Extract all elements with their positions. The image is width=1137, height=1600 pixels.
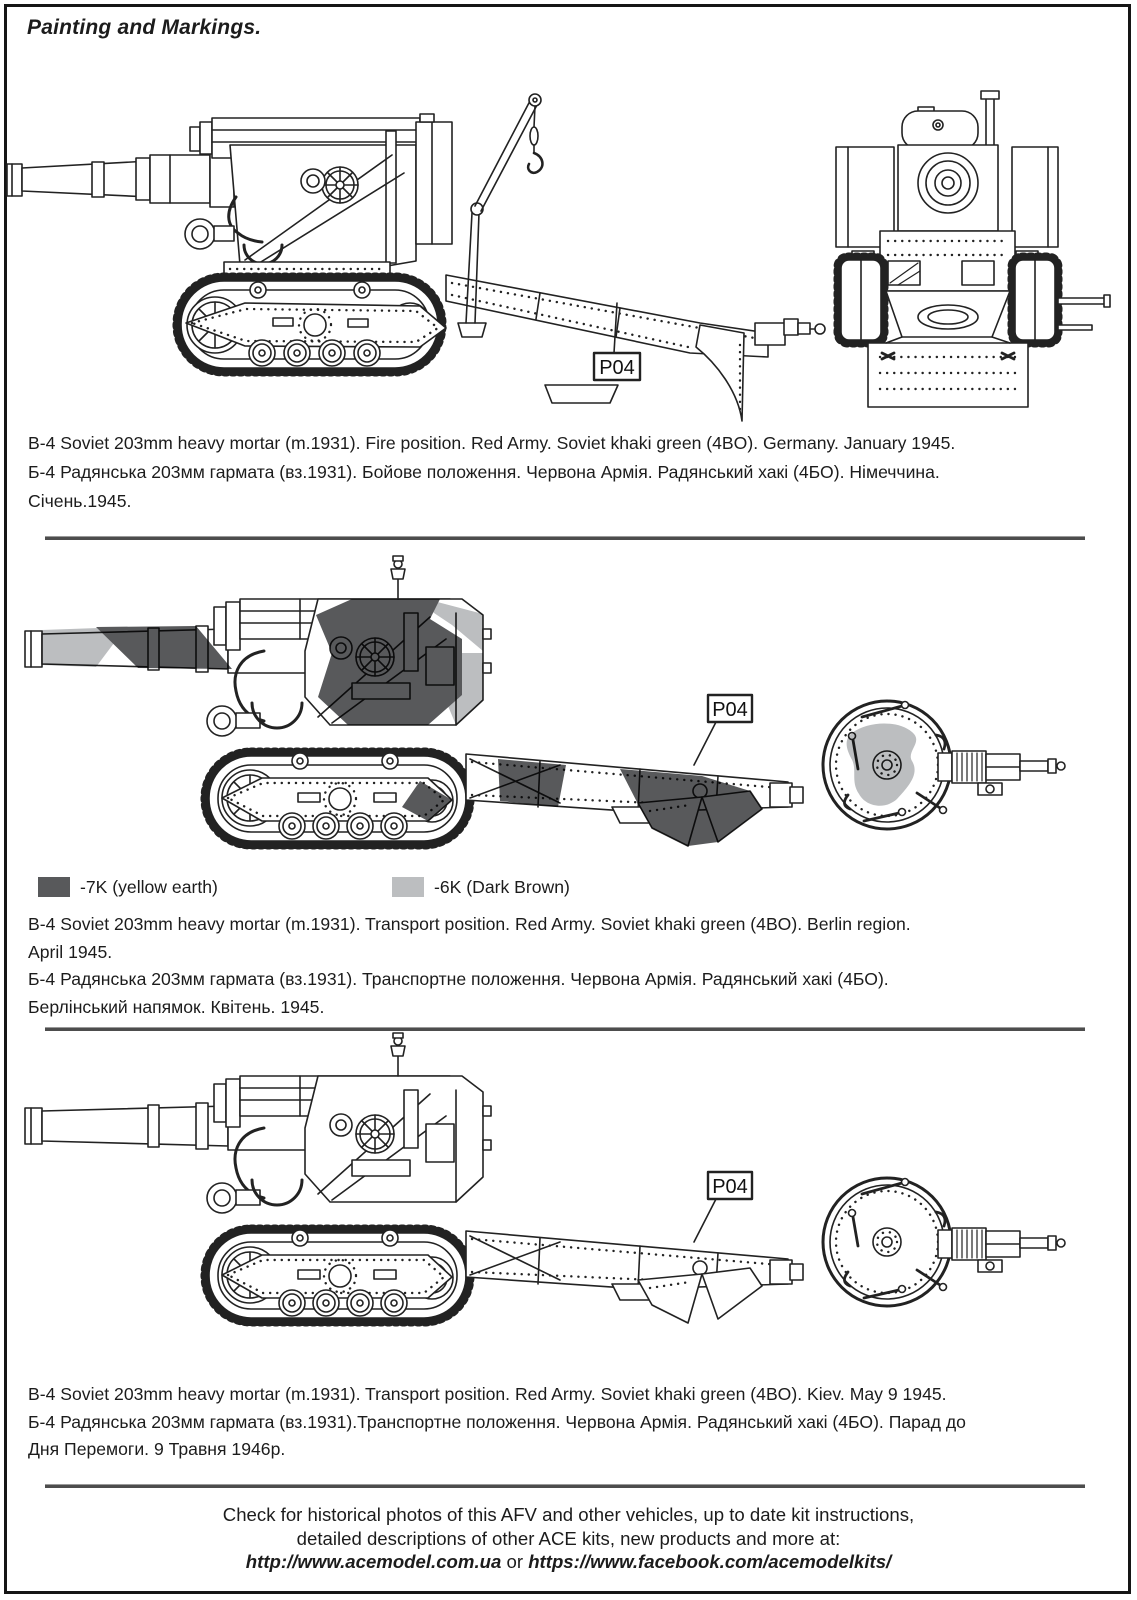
facebook-url: https://www.facebook.com/acemodelkits/ <box>528 1551 892 1572</box>
caption-2-ua2: Берлінський напямок. Квітень. 1945. <box>28 996 325 1017</box>
caption-2-en2: April 1945. <box>28 941 113 962</box>
footer-line-2: detailed descriptions of other ACE kits, new products and more at: <box>296 1527 841 1549</box>
caption-transport-berlin <box>28 911 1098 1021</box>
caption-3-en: B-4 Soviet 203mm heavy mortar (m.1931). Transport position. Red Army. Soviet khaki green (4BO). Kiev. May 9 1945. <box>28 1384 947 1404</box>
section-divider-1 <box>45 536 1085 540</box>
fire-position-drawing <box>0 85 1137 437</box>
footer-or-text: or <box>506 1551 524 1572</box>
transport-camouflage-drawing <box>0 555 1137 855</box>
section-divider-3 <box>45 1484 1085 1488</box>
legend-label-7k: -7K (yellow earth) <box>80 877 218 897</box>
caption-2-en1: B-4 Soviet 203mm heavy mortar (m.1931). Transport position. Red Army. Soviet khaki green (4BO). Berlin region. <box>28 914 911 934</box>
caption-2-ua1: Б-4 Радянська 203мм гармата (вз.1931). Транспортне положення. Червона Армія. Радянський хакі (4БО). <box>28 969 889 989</box>
legend-label-6k: -6K (Dark Brown) <box>434 877 570 897</box>
footer-line-3 <box>0 1550 1137 1574</box>
caption-transport-kiev <box>28 1381 1098 1464</box>
legend-item-7k <box>38 876 338 898</box>
color-swatch-7k <box>38 877 70 897</box>
caption-1-en: B-4 Soviet 203mm heavy mortar (m.1931). Fire position. Red Army. Soviet khaki green (4BO). Germany. January 1945. <box>28 433 956 453</box>
color-legend <box>0 876 1137 900</box>
page-title: Painting and Markings. <box>27 16 262 39</box>
p04-label: P04 <box>599 357 635 379</box>
p04-label: P04 <box>712 699 748 721</box>
camouflage-overlay <box>42 599 916 846</box>
caption-fire-position <box>28 429 1098 516</box>
caption-1-ua1: Б-4 Радянська 203мм гармата (вз.1931). Бойове положення. Червона Армія. Радянський хакі (4БО). Німеччина. <box>28 462 940 482</box>
transport-plain-drawing <box>0 1032 1137 1332</box>
caption-1-ua2: Січень.1945. <box>28 491 132 511</box>
color-swatch-6k <box>392 877 424 897</box>
caption-3-ua2: Дня Перемоги. 9 Травня 1946р. <box>28 1439 286 1459</box>
footer-line-1: Check for historical photos of this AFV and other vehicles, up to date kit instructions, <box>222 1504 915 1525</box>
caption-3-ua1: Б-4 Радянська 203мм гармата (вз.1931).Транспортне положення. Червона Армія. Радянський хакі (4БО). Парад до <box>28 1411 966 1432</box>
section-divider-2 <box>45 1027 1085 1031</box>
fire-position-front-view <box>784 91 1110 407</box>
footer <box>0 1503 1137 1574</box>
legend-item-6k <box>392 876 692 898</box>
acemodel-url: http://www.acemodel.com.ua <box>245 1551 502 1572</box>
fire-position-side-view <box>7 94 785 421</box>
